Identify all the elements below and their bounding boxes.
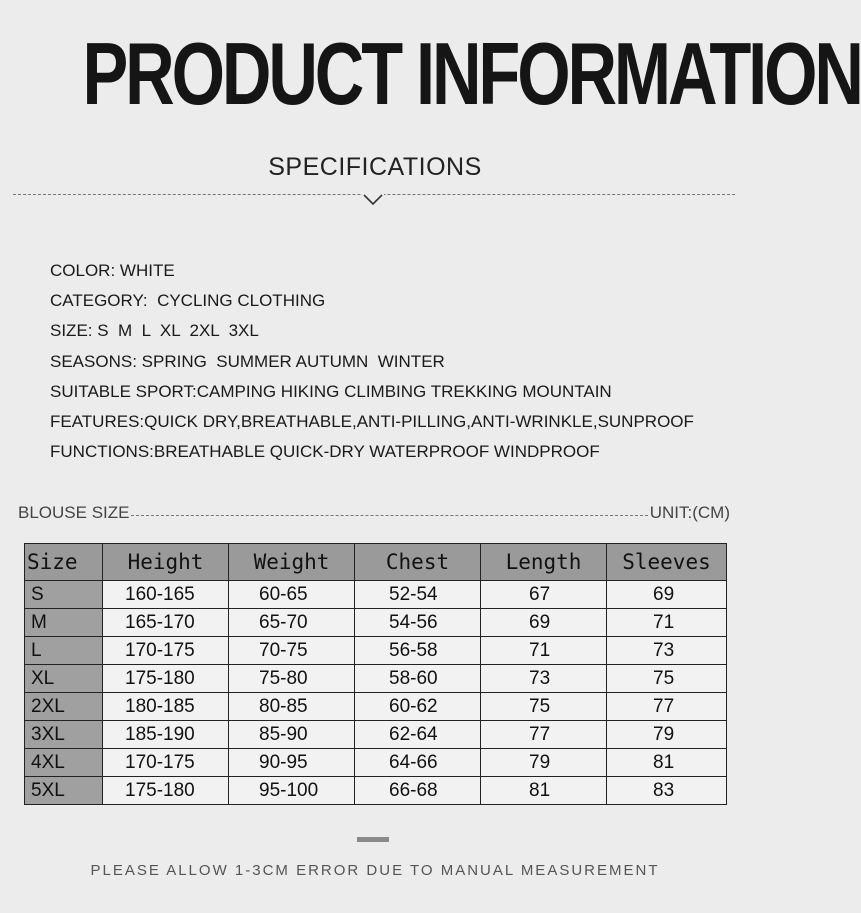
cell-sleeves: 83 xyxy=(607,777,727,805)
unit-label: UNIT:(CM) xyxy=(649,503,730,522)
measurement-note: PLEASE ALLOW 1-3CM ERROR DUE TO MANUAL MEASUREMENT xyxy=(90,862,660,879)
cell-size: 2XL xyxy=(25,693,103,721)
cell-weight: 75-80 xyxy=(229,665,355,693)
cell-height: 175-180 xyxy=(103,777,229,805)
cell-sleeves: 73 xyxy=(607,637,727,665)
blouse-size-leader-line xyxy=(131,515,647,516)
cell-chest: 62-64 xyxy=(355,721,481,749)
cell-weight: 85-90 xyxy=(229,721,355,749)
cell-chest: 56-58 xyxy=(355,637,481,665)
section-title: SPECIFICATIONS xyxy=(268,153,482,181)
cell-sleeves: 79 xyxy=(607,721,727,749)
cell-weight: 95-100 xyxy=(229,777,355,805)
cell-chest: 60-62 xyxy=(355,693,481,721)
table-row xyxy=(25,693,727,721)
cell-size: S xyxy=(25,581,103,609)
cell-chest: 54-56 xyxy=(355,609,481,637)
spec-category: CATEGORY: CYCLING CLOTHING xyxy=(50,291,326,311)
cell-weight: 60-65 xyxy=(229,581,355,609)
cell-height: 170-175 xyxy=(103,749,229,777)
cell-size: M xyxy=(25,609,103,637)
header-chest: Chest xyxy=(355,544,481,581)
cell-height: 170-175 xyxy=(103,637,229,665)
cell-sleeves: 69 xyxy=(607,581,727,609)
cell-length: 71 xyxy=(481,637,607,665)
cell-weight: 90-95 xyxy=(229,749,355,777)
cell-weight: 80-85 xyxy=(229,693,355,721)
cell-length: 81 xyxy=(481,777,607,805)
spec-functions: FUNCTIONS:BREATHABLE QUICK-DRY WATERPROOF WINDPROOF xyxy=(50,442,600,462)
decorative-bar xyxy=(357,837,389,842)
cell-height: 185-190 xyxy=(103,721,229,749)
cell-length: 69 xyxy=(481,609,607,637)
cell-length: 77 xyxy=(481,721,607,749)
table-row xyxy=(25,581,727,609)
cell-size: XL xyxy=(25,665,103,693)
cell-chest: 64-66 xyxy=(355,749,481,777)
cell-height: 180-185 xyxy=(103,693,229,721)
cell-size: L xyxy=(25,637,103,665)
table-row xyxy=(25,777,727,805)
header-sleeves: Sleeves xyxy=(607,544,727,581)
cell-size: 5XL xyxy=(25,777,103,805)
spec-suitable-sport: SUITABLE SPORT:CAMPING HIKING CLIMBING TREKKING MOUNTAIN xyxy=(50,381,612,401)
cell-chest: 66-68 xyxy=(355,777,481,805)
cell-size: 3XL xyxy=(25,721,103,749)
cell-sleeves: 71 xyxy=(607,609,727,637)
spec-list xyxy=(50,256,694,467)
cell-chest: 58-60 xyxy=(355,665,481,693)
table-row xyxy=(25,609,727,637)
cell-length: 67 xyxy=(481,581,607,609)
header-size: Size xyxy=(25,544,103,581)
blouse-size-label: BLOUSE SIZE xyxy=(18,503,130,522)
table-row xyxy=(25,721,727,749)
cell-length: 73 xyxy=(481,665,607,693)
cell-height: 175-180 xyxy=(103,665,229,693)
table-row xyxy=(25,665,727,693)
cell-weight: 65-70 xyxy=(229,609,355,637)
spec-seasons: SEASONS: SPRING SUMMER AUTUMN WINTER xyxy=(50,351,445,371)
table-row xyxy=(25,749,727,777)
spec-size: SIZE: S M L XL 2XL 3XL xyxy=(50,321,259,341)
cell-size: 4XL xyxy=(25,749,103,777)
chevron-down-icon xyxy=(362,193,384,207)
header-weight: Weight xyxy=(229,544,355,581)
cell-length: 79 xyxy=(481,749,607,777)
cell-height: 160-165 xyxy=(103,581,229,609)
spec-color: COLOR: WHITE xyxy=(50,261,175,280)
table-header-row xyxy=(25,544,727,581)
spec-features: FEATURES:QUICK DRY,BREATHABLE,ANTI-PILLING,ANTI-WRINKLE,SUNPROOF xyxy=(50,412,694,432)
cell-sleeves: 81 xyxy=(607,749,727,777)
header-length: Length xyxy=(481,544,607,581)
table-row xyxy=(25,637,727,665)
cell-length: 75 xyxy=(481,693,607,721)
header-height: Height xyxy=(103,544,229,581)
cell-chest: 52-54 xyxy=(355,581,481,609)
cell-sleeves: 77 xyxy=(607,693,727,721)
blouse-size-row xyxy=(18,497,730,523)
cell-weight: 70-75 xyxy=(229,637,355,665)
page-title: PRODUCT INFORMATION xyxy=(82,24,861,123)
size-chart-table xyxy=(24,543,727,805)
cell-sleeves: 75 xyxy=(607,665,727,693)
cell-height: 165-170 xyxy=(103,609,229,637)
